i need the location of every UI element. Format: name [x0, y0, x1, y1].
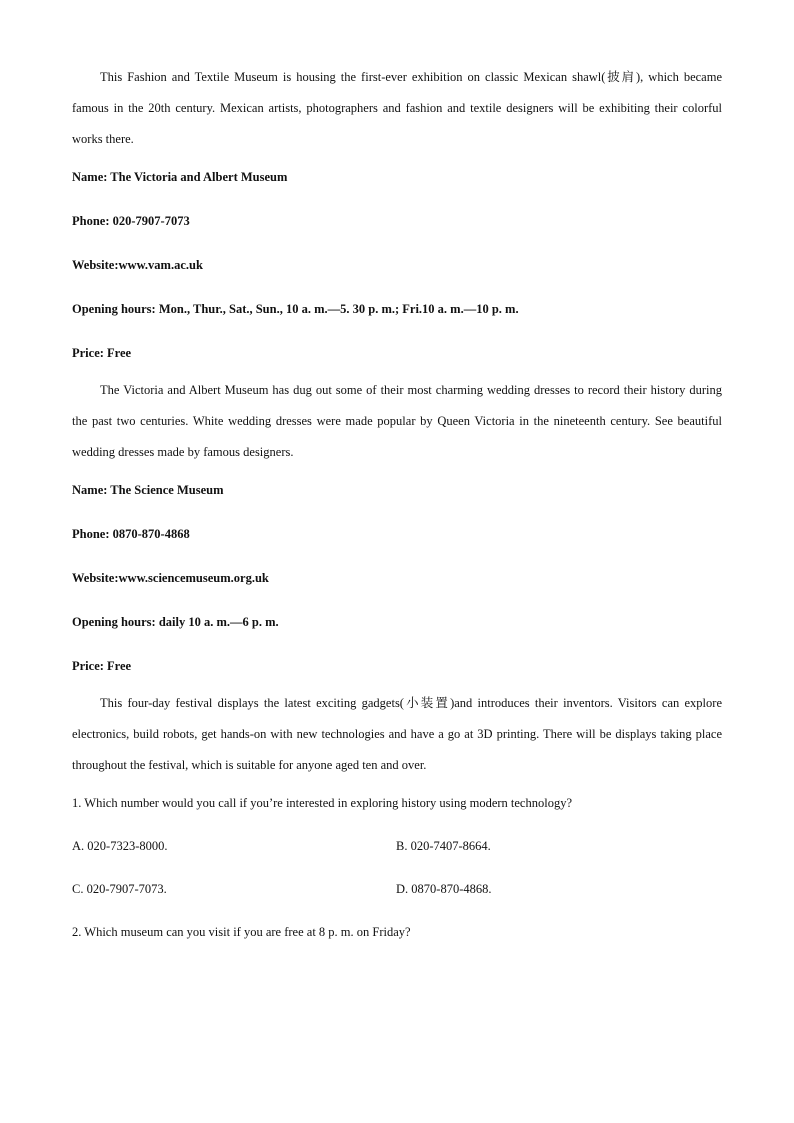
fashion-museum-description: This Fashion and Textile Museum is housing the first-ever exhibition on classic Mexican shawl(披肩), which became famous in the 20th century. Mexican artists, photographers and fashion and textile designers will be exhibiting their colorful works there. — [72, 70, 722, 146]
question-1: 1. Which number would you call if you’re interested in exploring history using modern technology? — [72, 796, 573, 810]
va-museum-description: The Victoria and Albert Museum has dug out some of their most charming wedding dresses to record their history during the past two centuries. White wedding dresses were made popular by Queen Victoria in the nineteenth century. See beautiful wedding dresses made by famous designers. — [72, 383, 722, 459]
va-museum-website: Website:www.vam.ac.uk — [72, 258, 203, 272]
question-1-option-b: B. 020-7407-8664. — [396, 839, 491, 853]
science-museum-price: Price: Free — [72, 659, 132, 673]
va-museum-name: Name: The Victoria and Albert Museum — [72, 170, 288, 184]
va-museum-price: Price: Free — [72, 346, 132, 360]
question-1-options-row-1 — [72, 837, 722, 855]
va-museum-hours: Opening hours: Mon., Thur., Sat., Sun., 10 a. m.—5. 30 p. m.; Fri.10 a. m.—10 p. m. — [72, 302, 519, 316]
question-2: 2. Which museum can you visit if you are free at 8 p. m. on Friday? — [72, 925, 411, 939]
science-museum-description: This four-day festival displays the latest exciting gadgets(小装置)and introduces their inventors. Visitors can explore electronics, build robots, get hands-on with new technologies and have a go at 3D printing. There will be displays taking place throughout the festival, which is suitable for anyone aged ten and over. — [72, 696, 722, 772]
va-museum-phone: Phone: 020-7907-7073 — [72, 214, 190, 228]
document-page — [72, 62, 722, 941]
question-1-option-a: A. 020-7323-8000. — [72, 839, 168, 853]
question-1-options-row-2 — [72, 880, 722, 898]
science-museum-name: Name: The Science Museum — [72, 483, 224, 497]
question-1-option-d: D. 0870-870-4868. — [396, 882, 492, 896]
question-1-option-c: C. 020-7907-7073. — [72, 882, 167, 896]
science-museum-hours: Opening hours: daily 10 a. m.—6 p. m. — [72, 615, 279, 629]
science-museum-phone: Phone: 0870-870-4868 — [72, 527, 190, 541]
science-museum-website: Website:www.sciencemuseum.org.uk — [72, 571, 269, 585]
